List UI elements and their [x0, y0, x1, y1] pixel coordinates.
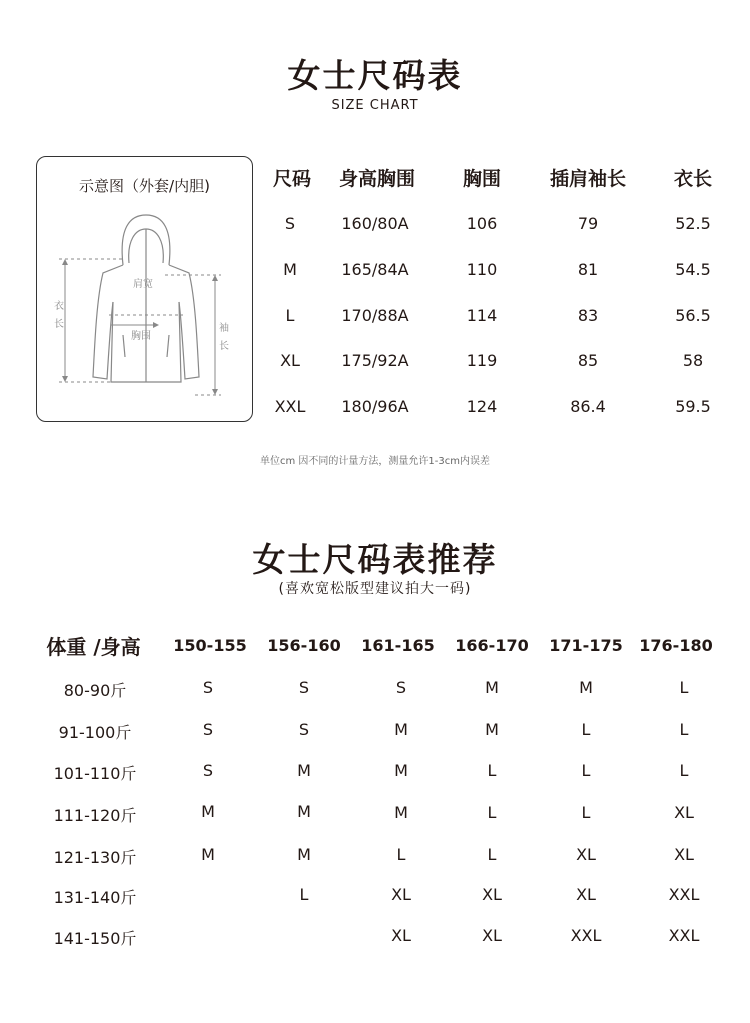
table-cell: 86.4	[570, 397, 606, 416]
header-size: 尺码	[272, 168, 311, 190]
size-chart-subtitle: SIZE CHART	[331, 98, 419, 113]
jacket-illustration-icon	[45, 207, 245, 407]
height-header: 156-160	[267, 636, 341, 655]
table-cell: XXL	[668, 885, 700, 904]
table-cell: M	[297, 802, 311, 821]
table-cell: 52.5	[675, 214, 711, 233]
length-label-bottom: 长	[54, 319, 64, 330]
header-chest: 胸围	[462, 168, 501, 190]
height-header: 166-170	[455, 636, 529, 655]
table-cell: 170/88A	[341, 306, 409, 325]
table-cell: M	[297, 761, 311, 780]
table-cell: S	[395, 678, 407, 697]
table-cell: M	[394, 720, 408, 739]
table-cell: S	[202, 720, 214, 739]
chest-label: 胸围	[131, 331, 151, 342]
table-cell: L	[285, 306, 295, 325]
table-cell: 114	[466, 306, 498, 325]
table-cell: M	[485, 720, 499, 739]
table-cell: 83	[577, 306, 599, 325]
table-cell: M	[394, 761, 408, 780]
jacket-diagram-box	[36, 156, 253, 422]
measurement-note: 单位cm 因不同的计量方法，测量允许1-3cm内误差	[260, 456, 490, 467]
diagram-caption: 示意图（外套/内胆)	[79, 177, 210, 195]
table-cell: 54.5	[675, 260, 711, 279]
table-cell: L	[396, 845, 406, 864]
table-cell: 58	[682, 351, 704, 370]
table-cell: 124	[466, 397, 498, 416]
shoulder-label: 肩宽	[133, 279, 153, 290]
table-cell: L	[679, 761, 689, 780]
table-cell: L	[299, 885, 309, 904]
weight-label: 101-110斤	[53, 764, 137, 783]
table-cell: S	[284, 214, 296, 233]
weight-label: 131-140斤	[53, 888, 137, 907]
weight-label: 141-150斤	[53, 929, 137, 948]
table-cell: M	[485, 678, 499, 697]
table-cell: 175/92A	[341, 351, 409, 370]
table-cell: XXL	[668, 926, 700, 945]
weight-label: 80-90斤	[63, 681, 127, 700]
height-header: 176-180	[639, 636, 713, 655]
table-cell: S	[298, 678, 310, 697]
table-cell: L	[581, 720, 591, 739]
recommend-subtitle: (喜欢宽松版型建议拍大一码)	[278, 581, 472, 597]
table-cell: XL	[391, 885, 411, 904]
table-cell: L	[487, 761, 497, 780]
table-cell: XL	[576, 885, 596, 904]
height-header: 150-155	[173, 636, 247, 655]
weight-label: 91-100斤	[58, 723, 132, 742]
table-cell: 59.5	[675, 397, 711, 416]
table-cell: XL	[482, 885, 502, 904]
table-cell: M	[579, 678, 593, 697]
table-cell: 110	[466, 260, 498, 279]
length-label-top: 衣	[54, 301, 64, 312]
table-cell: M	[201, 845, 215, 864]
table-cell: L	[581, 761, 591, 780]
table-cell: L	[581, 803, 591, 822]
size-chart-title: 女士尺码表	[287, 56, 463, 95]
table-cell: XL	[674, 803, 694, 822]
table-cell: XL	[280, 351, 300, 370]
table-cell: 85	[577, 351, 599, 370]
header-height-chest: 身高胸围	[338, 168, 415, 190]
table-cell: M	[394, 803, 408, 822]
table-cell: 180/96A	[341, 397, 409, 416]
table-cell: 79	[577, 214, 599, 233]
table-cell: 160/80A	[341, 214, 409, 233]
weight-label: 111-120斤	[53, 806, 137, 825]
height-header: 161-165	[361, 636, 435, 655]
sleeve-label-bottom: 长	[219, 341, 229, 352]
table-cell: L	[679, 678, 689, 697]
table-cell: 81	[577, 260, 599, 279]
table-cell: M	[297, 845, 311, 864]
table-cell: M	[201, 802, 215, 821]
table-cell: S	[298, 720, 310, 739]
table-cell: M	[283, 260, 297, 279]
table-cell: 165/84A	[341, 260, 409, 279]
table-cell: L	[487, 845, 497, 864]
table-cell: L	[487, 803, 497, 822]
weight-label: 121-130斤	[53, 848, 137, 867]
table-cell: XL	[674, 845, 694, 864]
table-cell: XXL	[274, 397, 306, 416]
header-garment-length: 衣长	[673, 168, 712, 190]
sleeve-label-top: 袖	[219, 323, 229, 334]
table-cell: S	[202, 761, 214, 780]
table-cell: XL	[391, 926, 411, 945]
recommend-title: 女士尺码表推荐	[252, 540, 498, 579]
table-cell: XL	[576, 845, 596, 864]
table-cell: 119	[466, 351, 498, 370]
header-sleeve-length: 插肩袖长	[549, 168, 626, 190]
table-cell: S	[202, 678, 214, 697]
table-cell: L	[679, 720, 689, 739]
table-cell: 106	[466, 214, 498, 233]
table-cell: 56.5	[675, 306, 711, 325]
table-cell: XXL	[570, 926, 602, 945]
weight-height-header: 体重 /身高	[46, 635, 141, 659]
height-header: 171-175	[549, 636, 623, 655]
table-cell: XL	[482, 926, 502, 945]
